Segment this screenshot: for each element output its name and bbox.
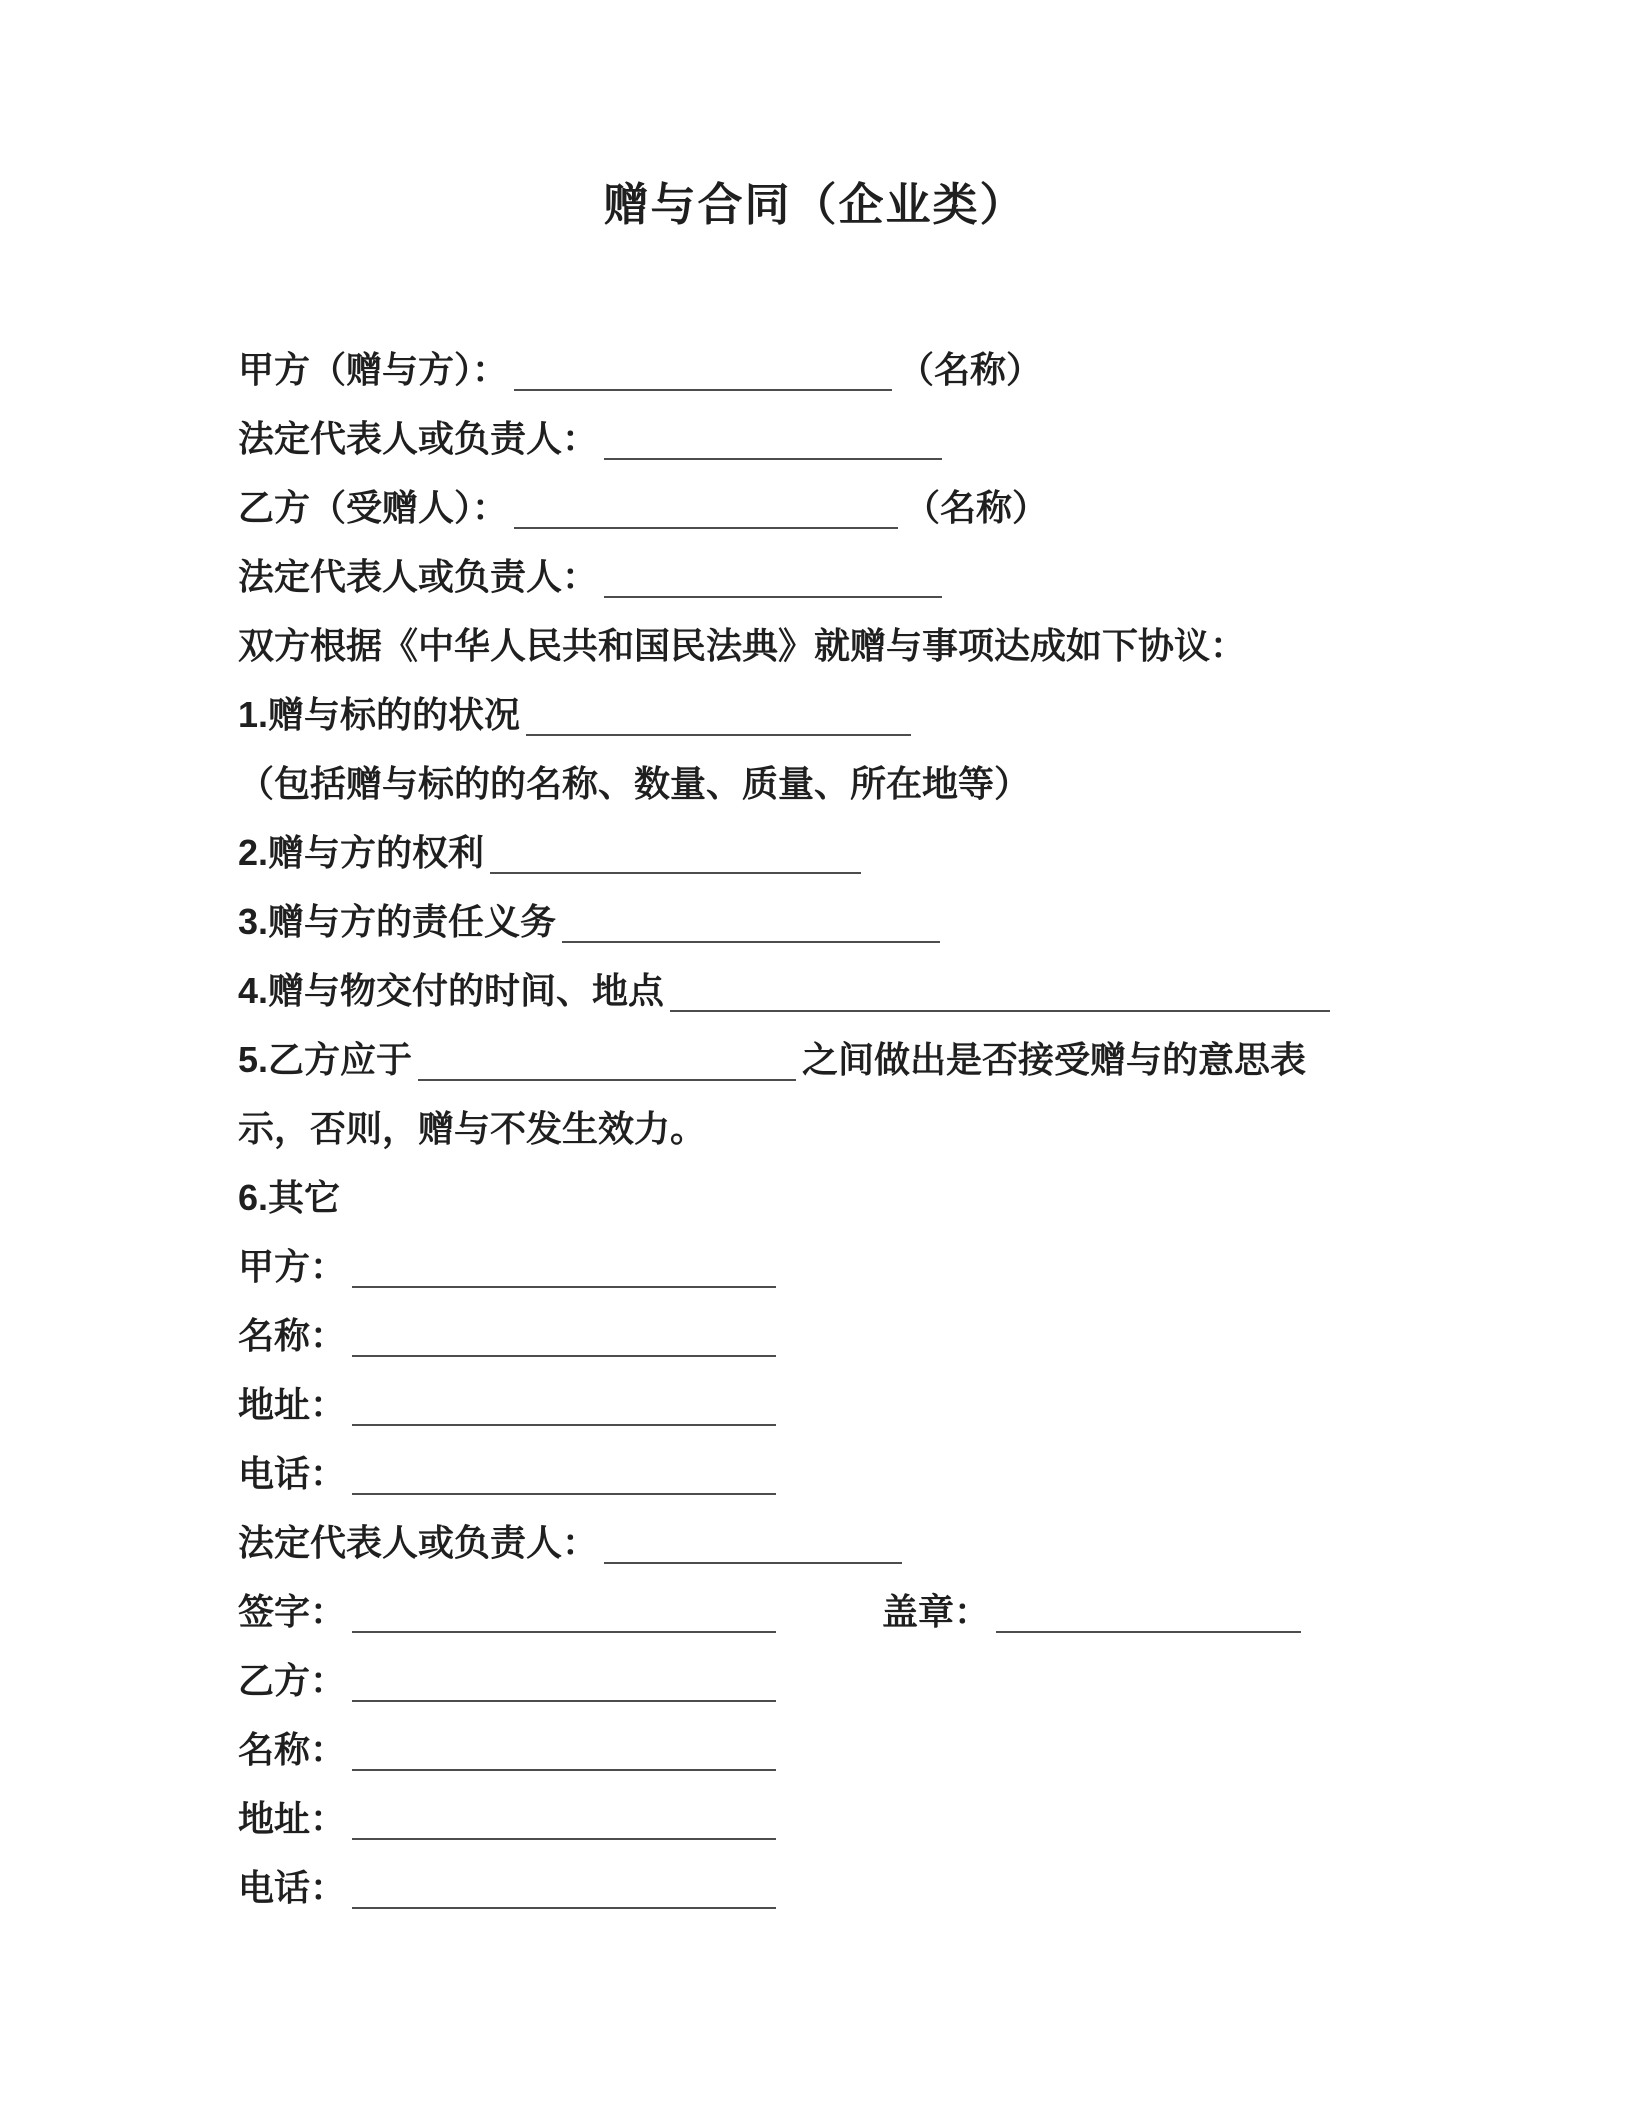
line-text: 地址：: [238, 1384, 347, 1425]
contract-line: [238, 887, 1392, 956]
blank-field: [490, 830, 861, 874]
line-text: 甲方：: [238, 1246, 347, 1287]
line-text: 电话：: [238, 1867, 347, 1908]
line-text: 名称：: [238, 1729, 347, 1770]
line-text: 2.赠与方的权利: [238, 832, 485, 873]
contract-line: [238, 335, 1392, 404]
contract-line: [238, 611, 1392, 680]
contract-lines: [238, 335, 1392, 1922]
line-text: 6.其它: [238, 1177, 341, 1218]
blank-field: [514, 347, 892, 391]
blank-field: [526, 692, 911, 736]
blank-field: [352, 1451, 776, 1495]
blank-field: [604, 1520, 902, 1564]
contract-line: [238, 1715, 1392, 1784]
blank-field: [352, 1865, 776, 1909]
line-text: 5.乙方应于: [238, 1039, 413, 1080]
contract-line: [238, 1853, 1392, 1922]
blank-field: [352, 1796, 776, 1840]
blank-field: [604, 416, 942, 460]
line-text: 甲方（赠与方）：: [238, 349, 509, 390]
blank-field: [996, 1589, 1301, 1633]
line-text: 电话：: [238, 1453, 347, 1494]
contract-line: [238, 1094, 1392, 1163]
blank-field: [562, 899, 940, 943]
contract-line: [238, 956, 1392, 1025]
contract-line: [238, 1508, 1392, 1577]
contract-line: [238, 1301, 1392, 1370]
contract-line: [238, 818, 1392, 887]
line-text: 名称：: [238, 1315, 347, 1356]
contract-line: [238, 1025, 1392, 1094]
contract-line: [238, 749, 1392, 818]
contract-line: [238, 404, 1392, 473]
contract-line: [238, 1370, 1392, 1439]
line-text: 示，否则，赠与不发生效力。: [238, 1108, 707, 1149]
line-text: 之间做出是否接受赠与的意思表: [802, 1039, 1307, 1080]
blank-field: [352, 1727, 776, 1771]
contract-line: [238, 1163, 1392, 1232]
line-text: 4.赠与物交付的时间、地点: [238, 970, 665, 1011]
line-text: 乙方：: [238, 1660, 347, 1701]
blank-field: [352, 1244, 776, 1288]
blank-field: [352, 1313, 776, 1357]
line-text: （包括赠与标的的名称、数量、质量、所在地等）: [238, 763, 1031, 804]
line-text: 盖章：: [882, 1591, 991, 1632]
contract-line: [238, 1646, 1392, 1715]
line-text: 法定代表人或负责人：: [238, 1522, 599, 1563]
line-text: 乙方（受赠人）：: [238, 487, 509, 528]
blank-field: [352, 1382, 776, 1426]
contract-line: [238, 542, 1392, 611]
contract-line: [238, 1439, 1392, 1508]
line-text: 法定代表人或负责人：: [238, 418, 599, 459]
spacer: [782, 1623, 882, 1624]
blank-field: [352, 1589, 776, 1633]
line-text: （名称）: [904, 487, 1049, 528]
line-text: 3.赠与方的责任义务: [238, 901, 557, 942]
contract-line: [238, 1232, 1392, 1301]
line-text: 法定代表人或负责人：: [238, 556, 599, 597]
contract-line: [238, 1577, 1392, 1646]
line-text: 签字：: [238, 1591, 347, 1632]
blank-field: [352, 1658, 776, 1702]
blank-field: [604, 554, 942, 598]
blank-field: [670, 968, 1330, 1012]
line-text: （名称）: [898, 349, 1043, 390]
contract-line: [238, 473, 1392, 542]
line-text: 双方根据《中华人民共和国民法典》就赠与事项达成如下协议：: [238, 625, 1247, 666]
blank-field: [418, 1037, 796, 1081]
document-title: 赠与合同（企业类）: [603, 179, 1027, 230]
contract-line: [238, 680, 1392, 749]
contract-line: [238, 1784, 1392, 1853]
line-text: 地址：: [238, 1798, 347, 1839]
blank-field: [514, 485, 898, 529]
line-text: 1.赠与标的的状况: [238, 694, 521, 735]
